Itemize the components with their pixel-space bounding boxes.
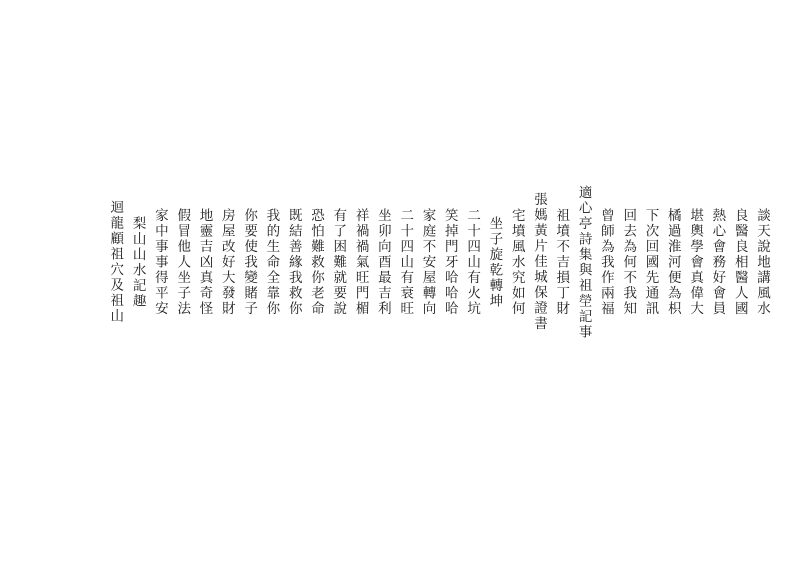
toc-column[interactable]: [484, 52, 504, 472]
toc-title: 祥禍禍氣旺門楣: [352, 207, 369, 317]
toc-title: 家中事事得平安: [151, 207, 168, 317]
toc-title: 宅墳風水究如何: [508, 207, 525, 317]
toc-title: 橘過淮河便為枳: [664, 207, 681, 317]
toc-column[interactable]: [596, 52, 616, 472]
toc-title: 二十四山有火坑: [464, 207, 481, 317]
toc-title: 適心亭詩集與祖塋記事: [575, 184, 592, 340]
toc-title: 良醫良相醫人國: [731, 207, 748, 317]
toc-title: 有了困難就要說: [330, 207, 347, 317]
toc-title: 假冒他人坐子法: [174, 207, 191, 317]
toc-title: 熱心會務好會員: [709, 207, 726, 317]
toc-column[interactable]: [462, 52, 482, 472]
toc-column[interactable]: [440, 52, 460, 472]
toc-title: 迴龍顧祖穴及祖山: [107, 200, 124, 324]
toc-column[interactable]: [529, 52, 549, 472]
toc-title: 二十四山有衰旺: [397, 207, 414, 317]
toc-column[interactable]: [328, 52, 348, 472]
toc-column[interactable]: [217, 52, 237, 472]
toc-column[interactable]: [306, 52, 326, 472]
toc-column[interactable]: [574, 52, 594, 472]
toc-column[interactable]: [128, 52, 148, 472]
toc-column[interactable]: [172, 52, 192, 472]
toc-title: 祖墳不吉損丁財: [553, 207, 570, 317]
toc-title: 家庭不安屋轉向: [419, 207, 436, 317]
toc-column[interactable]: [105, 52, 125, 472]
toc-title: 坐子旋乾轉坤: [486, 215, 503, 309]
toc-title: 恐怕難救你老命: [308, 207, 324, 317]
toc-title: 堪輿學會真偉大: [687, 207, 704, 317]
toc-title: 笑掉門牙哈哈哈: [441, 207, 458, 317]
toc-title: 下次回國先通訊: [642, 207, 659, 317]
toc-column[interactable]: [395, 52, 415, 472]
toc-column[interactable]: [641, 52, 661, 472]
toc-title: 我的生命全靠你: [263, 207, 280, 317]
toc-title: 曾師為我作兩福: [597, 207, 614, 317]
toc-column[interactable]: [239, 52, 259, 472]
toc-column[interactable]: [418, 52, 438, 472]
toc-title: 你要使我變賭子: [241, 207, 258, 317]
toc-column[interactable]: [551, 52, 571, 472]
toc-title: 回去為何不我知: [620, 207, 637, 317]
toc-title: 房屋改好大發財: [218, 207, 235, 317]
toc-title: 談天說地講風水: [754, 207, 770, 317]
toc-column[interactable]: [373, 52, 393, 472]
toc-column[interactable]: [284, 52, 304, 472]
toc-column[interactable]: [150, 52, 170, 472]
toc-column[interactable]: [618, 52, 638, 472]
toc-title: 張媽黃片佳城保證書: [531, 192, 547, 332]
toc-column[interactable]: [685, 52, 705, 472]
toc-title: 梨山山水記趣: [129, 215, 146, 309]
toc-title: 既結善緣我救你: [285, 207, 302, 317]
toc-column[interactable]: [752, 52, 772, 472]
toc-column[interactable]: [663, 52, 683, 472]
toc-column[interactable]: [730, 52, 750, 472]
toc-column[interactable]: [507, 52, 527, 472]
toc-column[interactable]: [351, 52, 371, 472]
toc-column[interactable]: [261, 52, 281, 472]
toc-column[interactable]: [707, 52, 727, 472]
toc-column[interactable]: [195, 52, 215, 472]
toc-title: 地靈吉凶真奇怪: [196, 207, 213, 317]
toc-title: 坐卯向酉最吉利: [374, 207, 391, 317]
